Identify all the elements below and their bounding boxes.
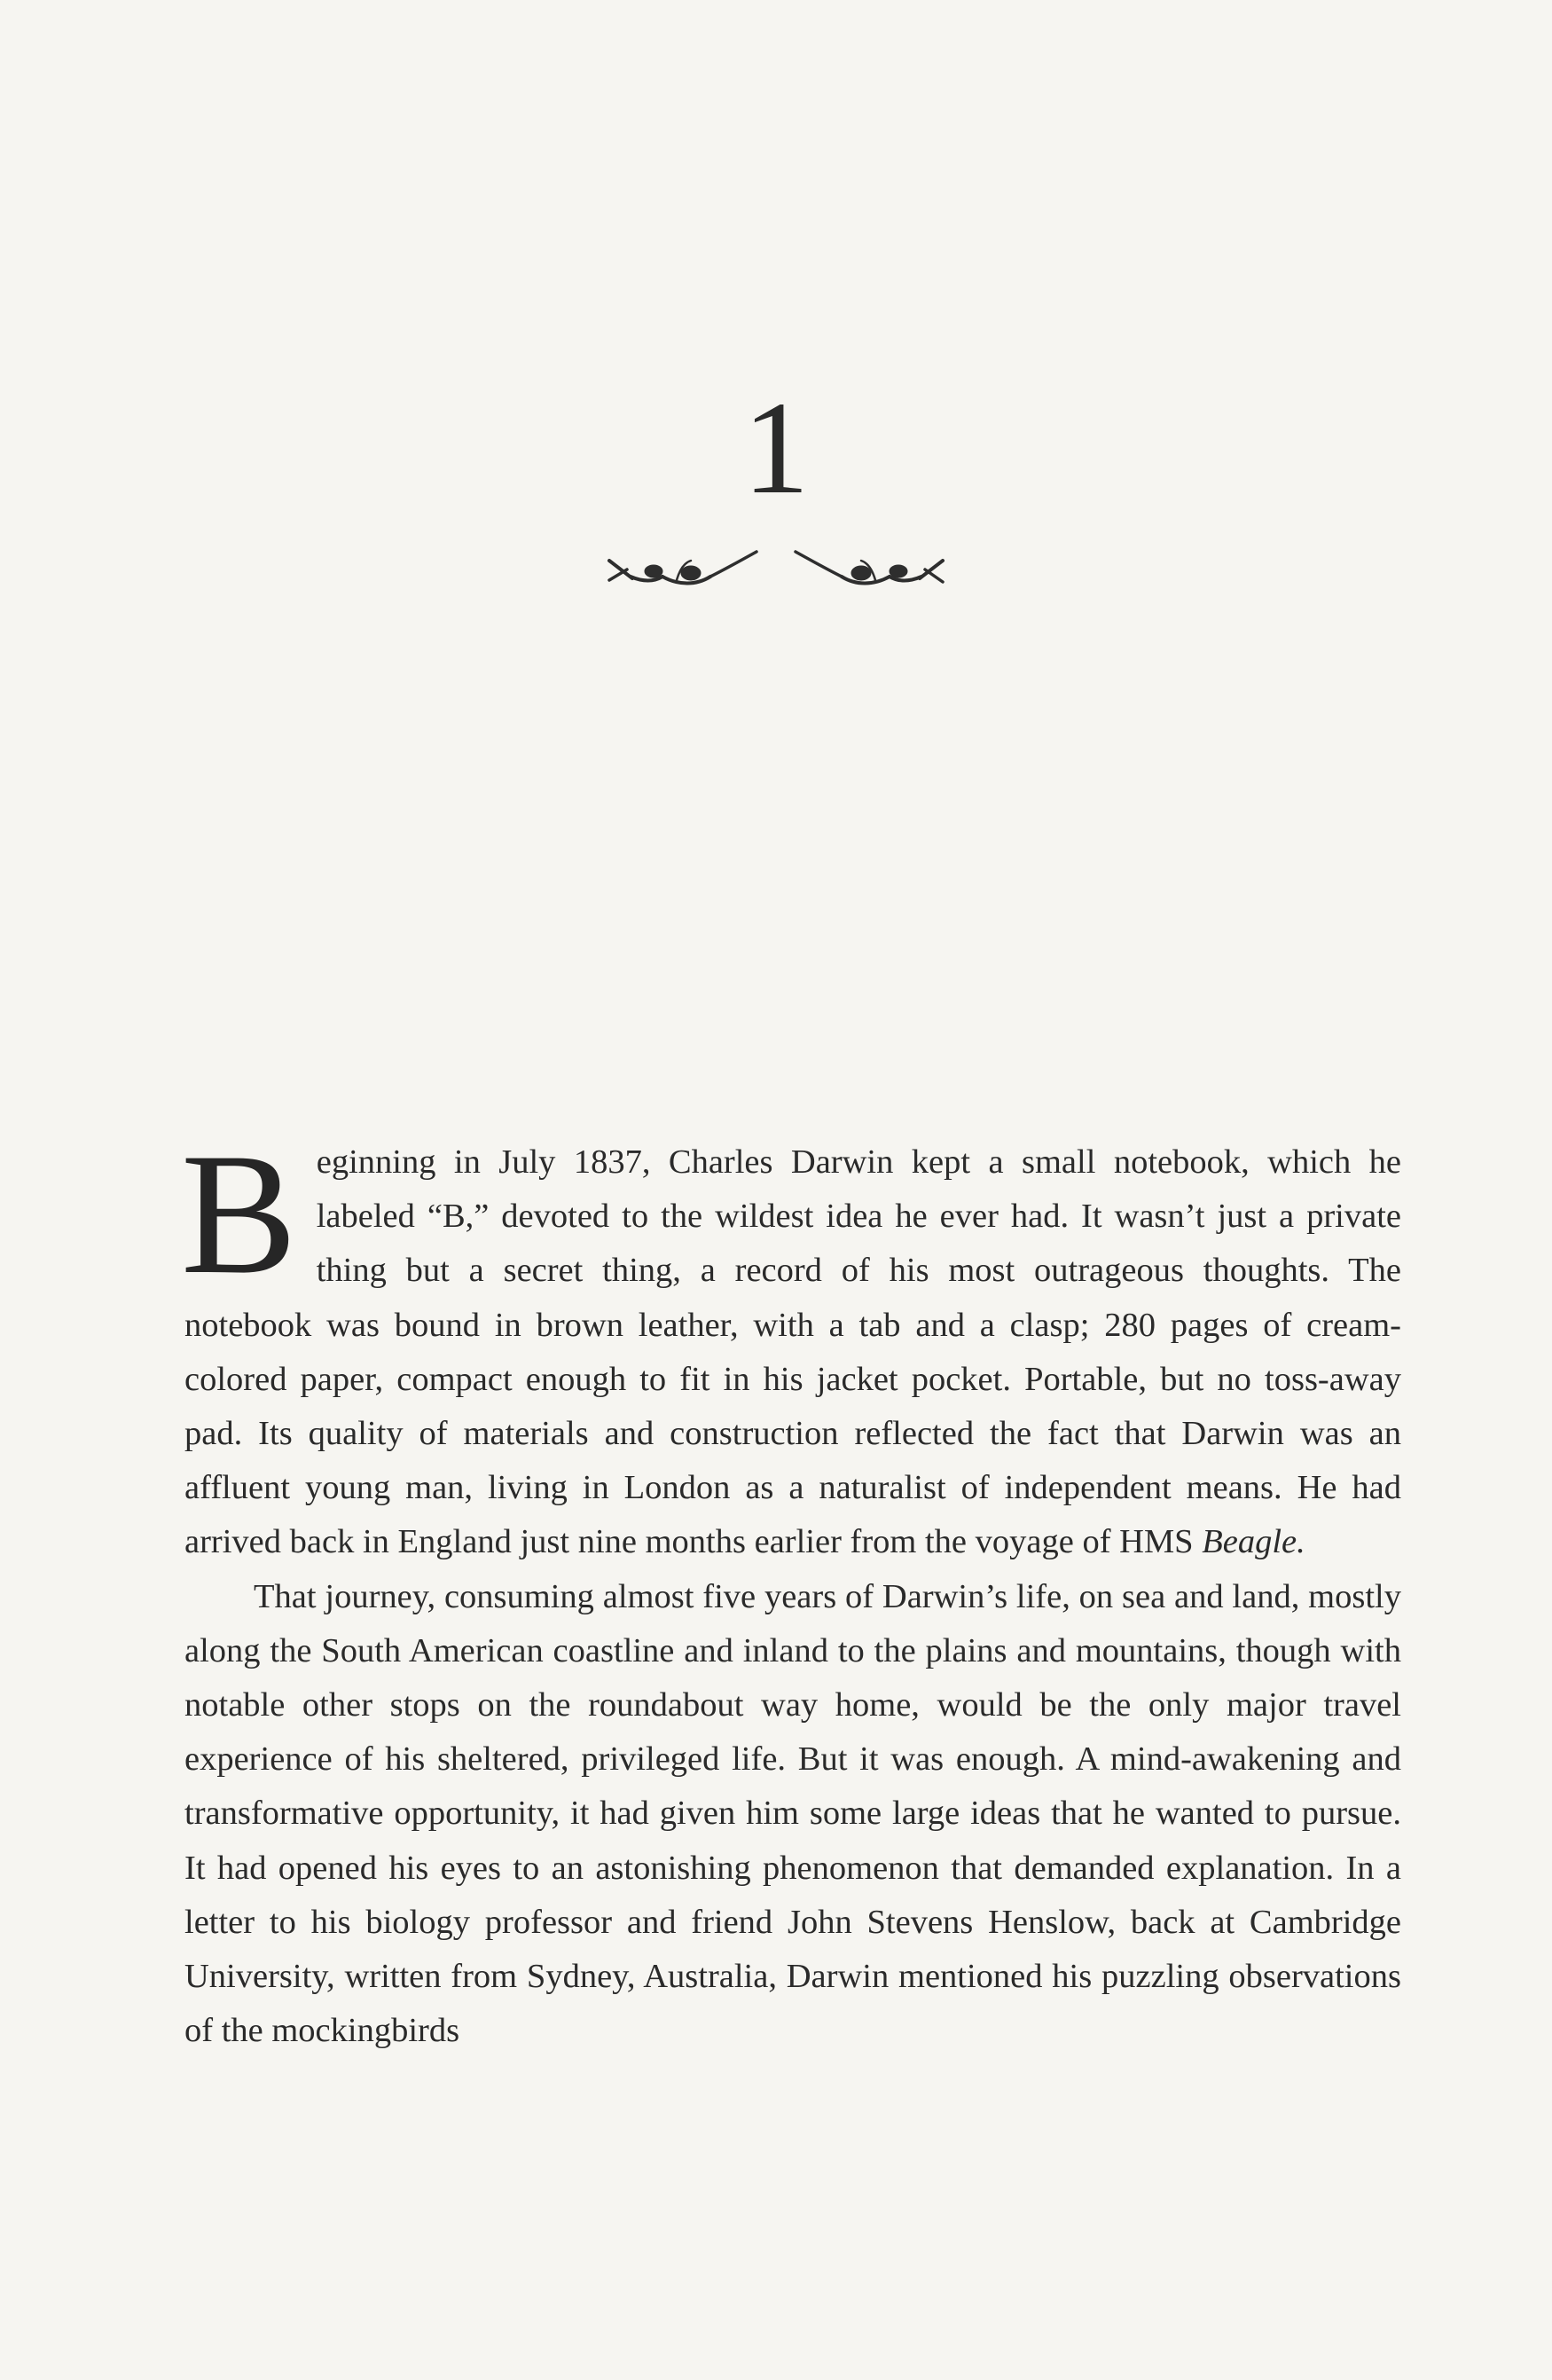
paragraph-1-text: eginning in July 1837, Charles Darwin kept a small notebook, which he labeled “B,” devoted to the wildest idea he ever had. It wasn’t just a private thing but a secret thing, a record of his most outrageous thoughts. The notebook was bound in brown leather, with a tab and a clasp; 280 pages of cream-colored paper, compact enough to fit in his jacket pocket. Portable, but no toss-away pad. Its quality of materials and construction reflected the fact that Darwin was an affluent young man, living in London as a naturalist of independent means. He had arrived back in England just nine months earlier from the voyage of HMS [184, 1143, 1401, 1561]
paragraph-2 [184, 1570, 1401, 2059]
ship-name-beagle: Beagle. [1202, 1523, 1305, 1561]
chapter-number: 1 [742, 374, 810, 522]
drop-cap: B [181, 1118, 297, 1310]
chapter-body-text [181, 1118, 1401, 2058]
paragraph-2-text: That journey, consuming almost five years of Darwin’s life, on sea and land, mostly along the South American coastline and inland to the plains and mountains, though with notable other stops on the roundabout way home, would be the only major travel experience of his sheltered, privileged life. But it was enough. A mind-awakening and transformative opportunity, it had given him some large ideas that he wanted to pursue. It had opened his eyes to an astonishing phenomenon that demanded explanation. In a letter to his biology professor and friend John Stevens Henslow, back at Cambridge University, written from Sydney, Australia, Darwin mentioned his puzzling observations of the mockingbirds [184, 1577, 1401, 2050]
flourish-divider-icon [599, 541, 953, 603]
paragraph-1 [181, 1118, 1401, 1570]
